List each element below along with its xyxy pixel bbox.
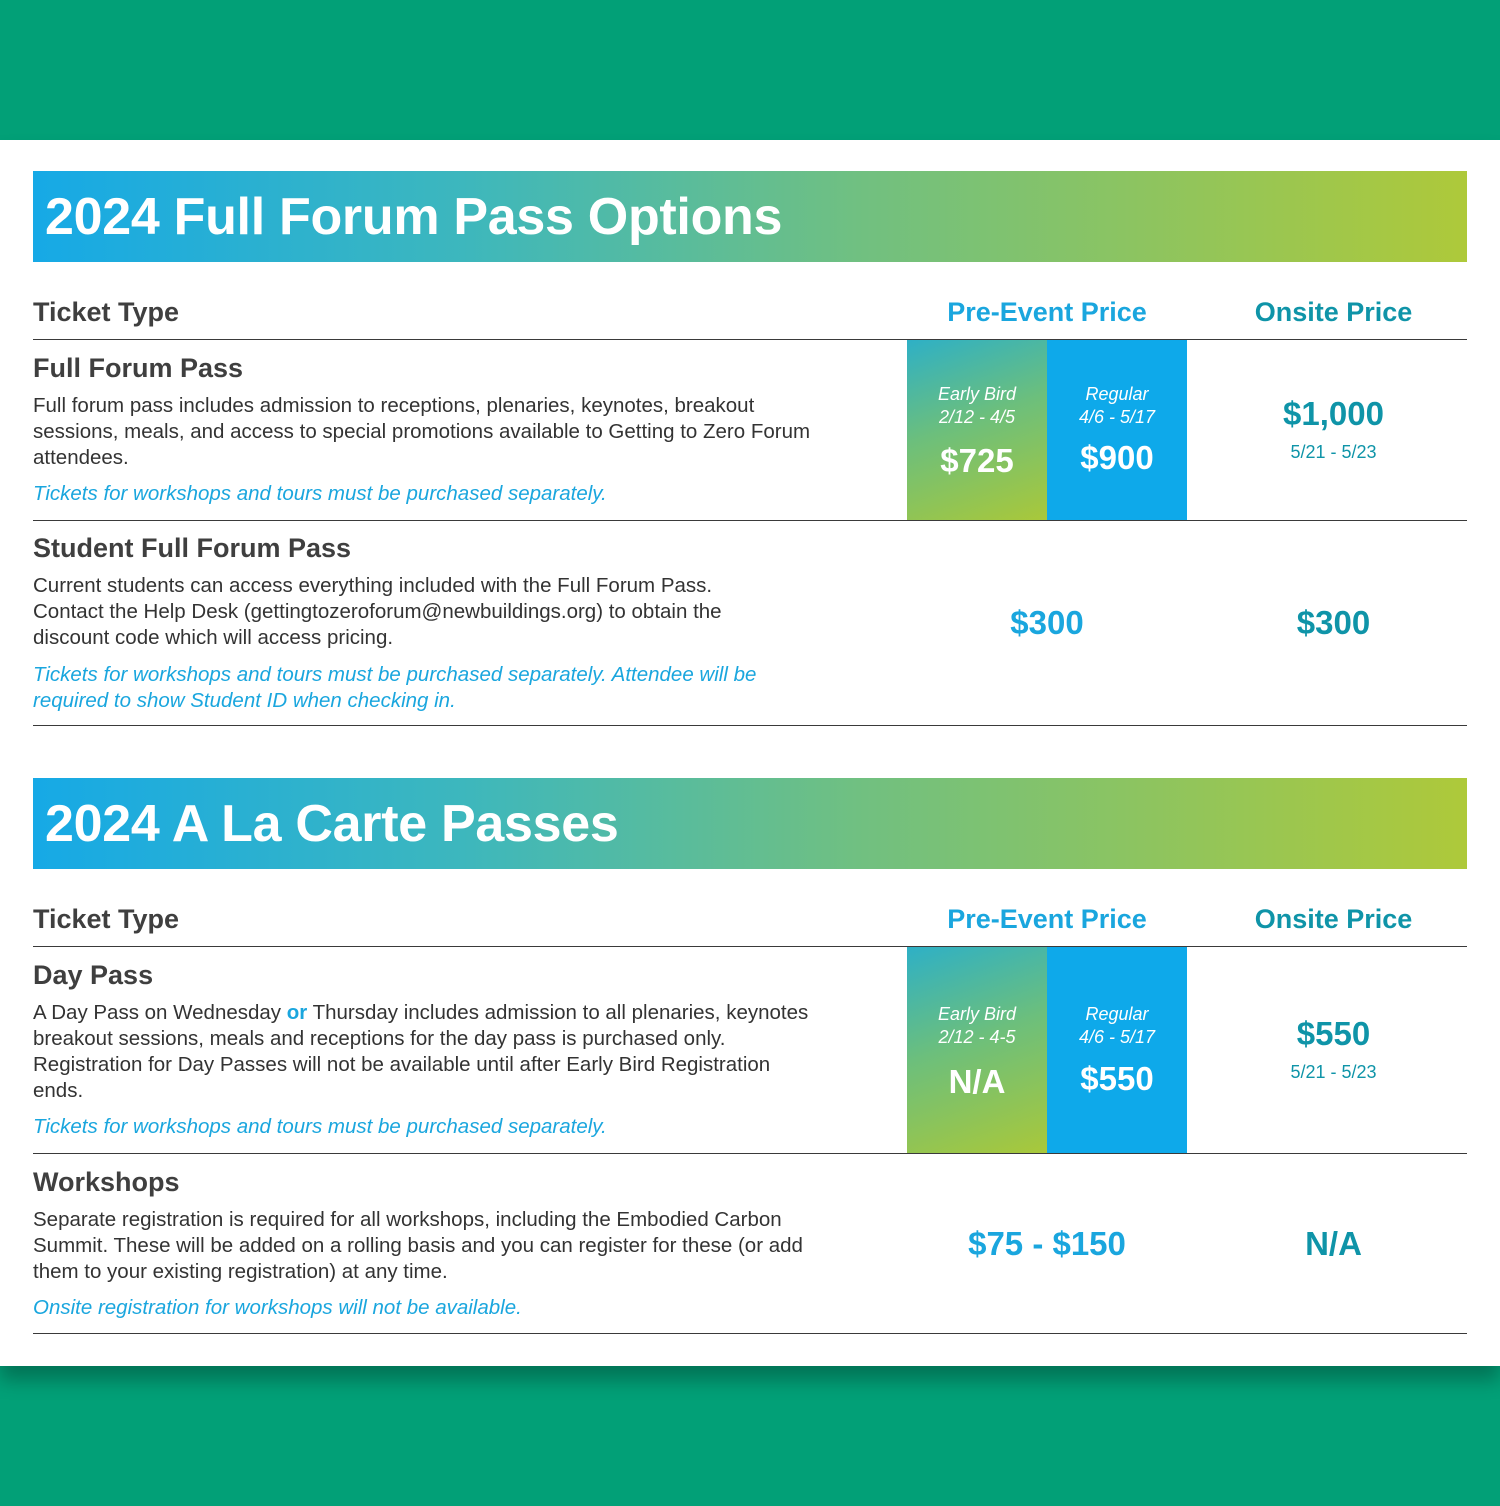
ticket-note: Tickets for workshops and tours must be purchased separately. [33,482,607,505]
description-emphasis: or [286,1001,308,1024]
regular-label: Regular [1085,384,1149,404]
ticket-description: Current students can access everything included with the Full Forum Pass. Contact the Help Desk (gettingtozeroforum@newbuildings.org) to obtain the discount code which will access pricing. [33,574,722,649]
pre-event-price-header: Pre-Event Price [947,904,1147,934]
section-bottom-divider [33,725,1467,726]
pre-event-price-header: Pre-Event Price [947,297,1147,327]
early-bird-label: Early Bird [937,384,1017,404]
a-la-carte-banner [33,778,1467,869]
early-bird-price-cell [907,340,1047,520]
early-bird-dates: 2/12 - 4-5 [938,1027,1016,1047]
ticket-note: Tickets for workshops and tours must be purchased separately. Attendee will be required to show Student ID when checking in. [33,663,757,712]
section-title: 2024 A La Carte Passes [45,795,619,853]
regular-price: $550 [1080,1060,1154,1097]
early-bird-label: Early Bird [937,1004,1017,1024]
regular-price-cell [1047,340,1187,520]
regular-dates: 4/6 - 5/17 [1078,1027,1156,1047]
ticket-name: Student Full Forum Pass [33,533,352,563]
early-bird-dates: 2/12 - 4/5 [938,407,1016,427]
onsite-price: $300 [1296,604,1371,641]
onsite-price-header: Onsite Price [1254,297,1413,327]
row-divider [33,520,1467,521]
header-divider [33,339,1467,340]
onsite-price: N/A [1305,1225,1362,1262]
section-bottom-divider [33,1333,1467,1334]
ticket-description: Full forum pass includes admission to receptions, plenaries, keynotes, breakout sessions, meals, and access to special promotions available to Getting to Zero Forum attendees. [33,394,811,469]
ticket-name: Workshops [33,1167,180,1197]
section-title: 2024 Full Forum Pass Options [45,188,783,246]
header-divider [33,946,1467,947]
ticket-description: Separate registration is required for all workshops, including the Embodied Carbon Summit. These will be added on a rolling basis and you can register for these (or add them to your existing registration) at any time. [33,1208,803,1283]
regular-price-cell [1047,947,1187,1153]
pricing-card [0,140,1500,1366]
ticket-note: Tickets for workshops and tours must be purchased separately. [33,1115,607,1138]
regular-label: Regular [1085,1004,1149,1024]
early-bird-price: $725 [940,442,1014,479]
ticket-note: Onsite registration for workshops will not be available. [33,1296,522,1319]
full-forum-banner [33,171,1467,262]
regular-price: $900 [1080,439,1154,476]
ticket-name: Day Pass [33,960,154,990]
ticket-type-header: Ticket Type [33,297,180,327]
ticket-description [33,1000,813,1104]
description-text: Thursday includes admission to all plenaries, keynotes breakout sessions, meals and receptions for the day pass is purchased only. Registration for Day Passes will not be available until after Early Bird Registration ends. [33,1001,809,1102]
onsite-dates: 5/21 - 5/23 [1290,442,1377,462]
early-bird-price-cell [907,947,1047,1153]
onsite-price-header: Onsite Price [1254,904,1413,934]
onsite-price: $1,000 [1283,395,1384,432]
pre-event-price: $75 - $150 [968,1225,1126,1262]
onsite-price: $550 [1296,1015,1371,1052]
ticket-type-header: Ticket Type [33,904,180,934]
row-divider [33,1153,1467,1154]
regular-dates: 4/6 - 5/17 [1078,407,1156,427]
description-text: A Day Pass on Wednesday [33,1001,287,1024]
onsite-dates: 5/21 - 5/23 [1290,1062,1377,1082]
early-bird-price: N/A [948,1063,1006,1100]
ticket-name: Full Forum Pass [33,353,244,383]
pre-event-price: $300 [1010,604,1084,641]
